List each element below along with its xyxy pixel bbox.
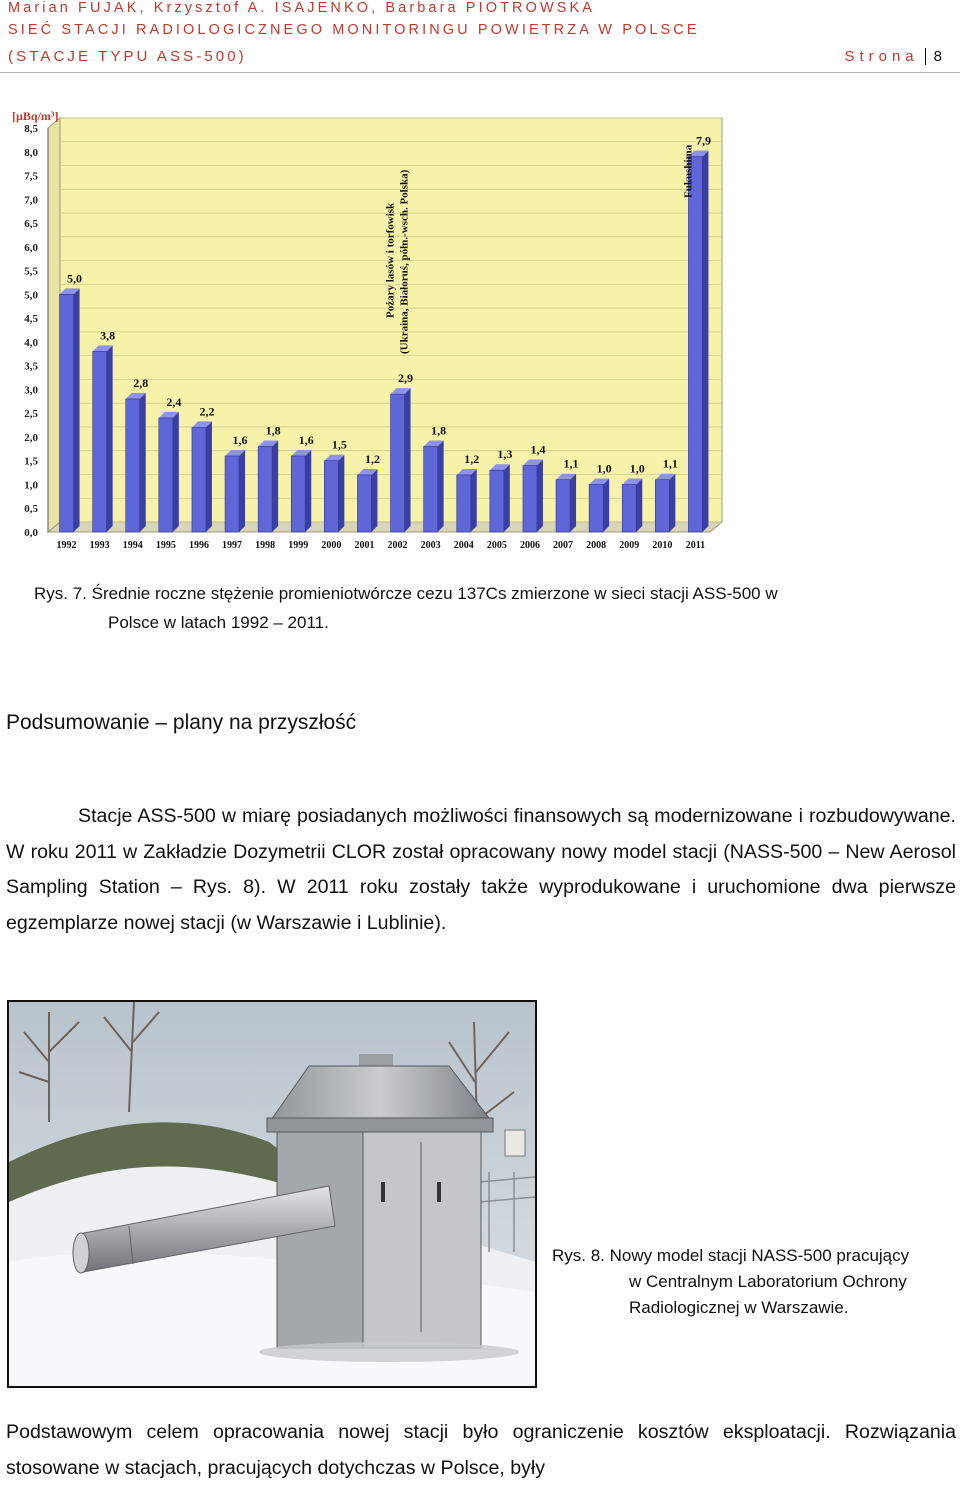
y-tick-label: 3,0 [24,384,38,397]
bar [324,461,338,532]
bar-side [140,393,146,532]
bar-value-label: 1,0 [596,461,612,476]
annotation-line2: (Ukraina, Białoruś, półn.-wsch. Polska) [398,169,411,354]
x-tick-label: 2008 [586,540,607,551]
bar [126,399,140,532]
x-tick-label: 2009 [619,540,640,551]
bar-value-label: 1,2 [464,451,480,466]
paragraph-summary-text: Stacje ASS-500 w miarę posiadanych możliwości finansowych są modernizowane i rozbudowywane. W roku 2011 w Zakładzie Dozymetrii CLOR został opracowany nowy model stacji (NASS-500 – New Aerosol Sampling Station – Rys. 8). W 2011 roku zostały także wyprodukowane i uruchomione dwa pierwsze egzemplarze nowej stacji (w Warszawie i Lublinie). [6,805,956,934]
y-tick-label: 7,0 [24,194,38,207]
annotation-line1: Pożary lasów i torfowisk [384,202,397,318]
bar-side [537,459,543,532]
bar-value-label: 1,5 [331,437,347,452]
station-photo-image [9,1002,535,1386]
bar [556,480,570,532]
y-tick-label: 1,0 [24,479,38,492]
bar [457,475,471,532]
y-tick-label: 6,5 [24,218,38,231]
figure7-caption-line2: Polsce w latach 1992 – 2011. [108,613,329,632]
header-title: SIEĆ STACJI RADIOLOGICZNEGO MONITORINGU POWIETRZA W POLSCE [8,22,700,38]
bar-value-label: 1,4 [530,442,546,457]
y-tick-label: 8,5 [24,123,38,135]
header-subtitle [8,48,942,65]
y-tick-label: 8,0 [24,146,38,159]
bar-side [636,478,642,532]
bar-side [504,464,510,532]
header-authors: Marian FUJAK, Krzysztof A. ISAJENKO, Barbara PIOTROWSKA [8,0,596,16]
paragraph-goals: Podstawowym celem opracowania nowej stacji było ograniczenie kosztów eksploatacji. Rozwiązania stosowane w stacjach, pracujących dotychczas w Polsce, były [6,1421,956,1479]
bar [688,157,702,532]
x-tick-label: 1994 [122,540,143,551]
bar-side [669,474,675,532]
bar-value-label: 3,8 [100,328,116,343]
bar-side [338,455,344,532]
bar [291,456,305,532]
cs137-bar-chart [0,96,736,560]
chart-side-wall [48,118,60,532]
bar [523,465,537,532]
figure8-caption-line2: w Centralnym Laboratorium Ochrony [629,1272,907,1291]
x-tick-label: 1992 [56,540,77,551]
chart-floor [48,522,722,532]
x-tick-label: 1995 [155,540,176,551]
bar [622,484,636,532]
x-tick-label: 1999 [288,540,309,551]
paragraph-summary [6,799,956,941]
x-tick-label: 2007 [553,540,574,551]
bar-side [74,288,80,532]
x-tick-label: 1998 [255,540,276,551]
header-subtitle-text: (STACJE TYPU ASS-500) [8,48,247,65]
y-tick-label: 5,0 [24,289,38,302]
bar-side [173,412,179,532]
bar [589,484,603,532]
bar-value-label: 1,8 [431,423,447,438]
header-divider [0,72,960,73]
bar-value-label: 1,3 [497,447,513,462]
bar-side [371,469,377,532]
figure7-caption-line1: Rys. 7. Średnie roczne stężenie promieniotwórcze cezu 137Cs zmierzone w sieci stacji ASS-500 w [34,584,778,603]
y-tick-label: 4,0 [24,336,38,349]
bar-side [570,474,576,532]
bar-side [405,388,411,532]
y-tick-label: 0,0 [24,527,38,539]
x-tick-label: 2000 [321,540,342,551]
bar [60,294,74,532]
x-tick-label: 2003 [420,540,441,551]
x-tick-label: 2001 [354,540,375,551]
x-tick-label: 2002 [387,540,408,551]
bar-value-label: 1,1 [662,456,678,471]
bar-side [206,421,212,532]
bar-side [239,450,245,532]
bar-value-label: 1,2 [364,451,380,466]
bar-value-label: 1,0 [629,461,645,476]
y-tick-label: 0,5 [24,503,38,516]
bar-side [305,450,311,532]
bar-value-label: 7,9 [695,133,711,148]
section-title: Podsumowanie – plany na przyszłość [6,711,357,734]
bar [391,394,405,532]
bar-value-label: 2,4 [166,394,182,409]
annotation-line1: Fukushima [682,144,695,198]
bar [258,446,272,532]
bar [159,418,173,532]
y-tick-label: 5,5 [24,265,38,278]
y-tick-label: 1,5 [24,455,38,468]
bar-value-label: 2,2 [199,404,215,419]
x-tick-label: 2006 [519,540,540,551]
x-tick-label: 2005 [486,540,507,551]
y-tick-label: 4,5 [24,313,38,326]
x-tick-label: 1996 [188,540,209,551]
figure8-caption-line3: Radiologicznej w Warszawie. [629,1298,849,1317]
bar-side [107,345,113,532]
bar [225,456,239,532]
bar-value-label: 1,8 [265,423,281,438]
bar-side [702,151,708,532]
bar-side [438,440,444,532]
bar-value-label: 2,8 [133,375,149,390]
x-tick-label: 1997 [222,540,243,551]
bar [490,470,504,532]
y-axis-label: [µBq/m³] [12,109,59,123]
y-tick-label: 7,5 [24,170,38,183]
bar [424,446,438,532]
bar-value-label: 2,9 [398,371,414,386]
page-number: 8 [925,48,942,65]
bar-side [471,469,477,532]
y-tick-label: 6,0 [24,241,38,254]
bar-side [272,440,278,532]
station-photo [7,1000,537,1388]
y-tick-label: 3,5 [24,360,38,373]
page-indicator [844,48,942,65]
x-tick-label: 2011 [685,540,706,551]
bar-side [603,478,609,532]
y-tick-label: 2,5 [24,408,38,421]
y-tick-label: 2,0 [24,431,38,444]
bar-value-label: 1,6 [232,432,248,447]
bar [93,351,107,532]
bar [357,475,371,532]
bar-value-label: 1,6 [298,432,314,447]
bar [192,427,206,532]
x-tick-label: 2010 [652,540,673,551]
chart-back-wall [48,118,722,532]
bar-value-label: 5,0 [67,271,83,286]
page-label: Strona [844,48,919,65]
bar [655,480,669,532]
x-tick-label: 1993 [89,540,110,551]
bar-value-label: 1,1 [563,456,579,471]
x-tick-label: 2004 [453,540,474,551]
figure8-caption-line1: Rys. 8. Nowy model stacji NASS-500 pracujący [552,1246,910,1265]
